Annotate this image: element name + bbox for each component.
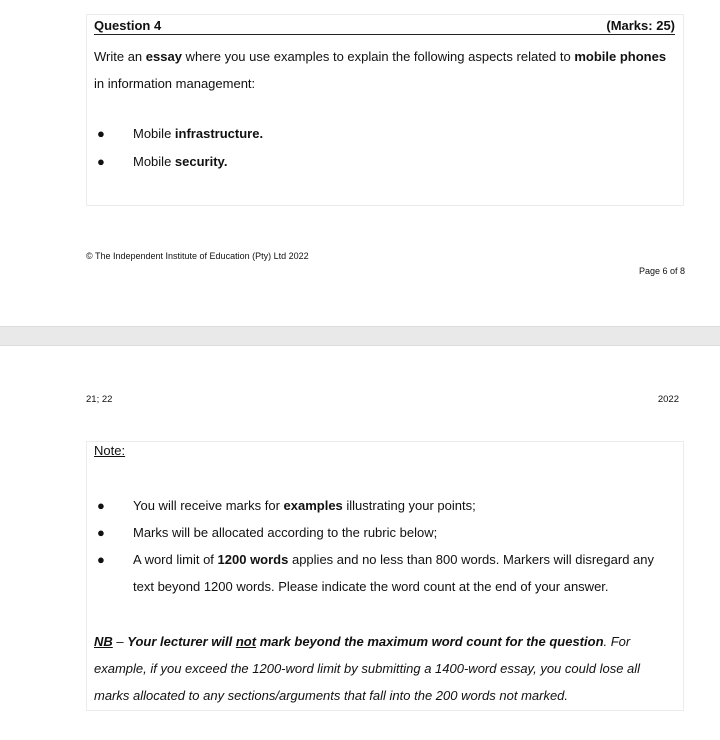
intro-text-2: where you use examples to explain the following aspects related to [181,49,575,64]
list-item [94,120,677,148]
intro-bold-essay: essay [145,49,182,64]
aspects-list [94,120,677,176]
list-item-bold: security. [174,154,228,169]
page-separator [0,326,720,346]
nb-paragraph [94,628,677,709]
list-item [94,492,677,519]
list-item-text: applies and no less than 800 words. Markers will disregard any text beyond 1200 words. Please indicate the word count at the end of your answer. [133,552,654,594]
bullet-icon: ● [97,498,105,513]
page-number: Page 6 of 8 [638,266,685,276]
bullet-icon: ● [97,552,105,567]
list-item [94,148,677,176]
nb-bold-underlined: not [235,634,257,649]
nb-bold-text: mark beyond the maximum word count for the question [256,634,604,649]
list-item-text: A word limit of [133,552,218,567]
page-header-right: 2022 [657,394,679,405]
document-page-7 [0,346,720,740]
bullet-icon: ● [97,525,105,540]
list-item-bold: 1200 words [217,552,289,567]
nb-bold-text: Your lecturer will [127,634,236,649]
list-item [94,519,677,546]
nb-label: NB [94,634,113,649]
list-item-text: illustrating your points; [342,498,476,513]
copyright-footer: © The Independent Institute of Education (Pty) Ltd 2022 [86,251,309,261]
nb-text: . For example, if you exceed the 1200-word limit by submitting a 1400-word essay, you could lose all marks allocated to any sections/arguments that fall into the 200 words not marked. [94,634,641,703]
intro-bold-mobile-phones: mobile phones [574,49,667,64]
intro-text-3: in information management: [94,76,256,91]
question-marks: (Marks: 25) [606,18,675,33]
list-item-bold: examples [283,498,343,513]
bullet-icon: ● [97,126,105,141]
note-label: Note: [94,443,126,458]
list-item-text: Marks will be allocated according to the rubric below; [133,525,438,540]
question-box [86,14,684,206]
note-list [94,492,677,600]
note-box [86,441,684,711]
document-page-6 [0,0,720,326]
list-item [94,546,677,600]
question-intro [94,43,677,97]
question-title: Question 4 [94,18,162,33]
list-item-bold: infrastructure. [174,126,264,141]
list-item-text: You will receive marks for [133,498,284,513]
intro-text-1: Write an [94,49,146,64]
page-header-left: 21; 22 [86,394,113,405]
bullet-icon: ● [97,154,105,169]
list-item-text: Mobile [133,154,175,169]
question-heading [94,17,675,35]
list-item-text: Mobile [133,126,175,141]
nb-dash: – [112,634,128,649]
